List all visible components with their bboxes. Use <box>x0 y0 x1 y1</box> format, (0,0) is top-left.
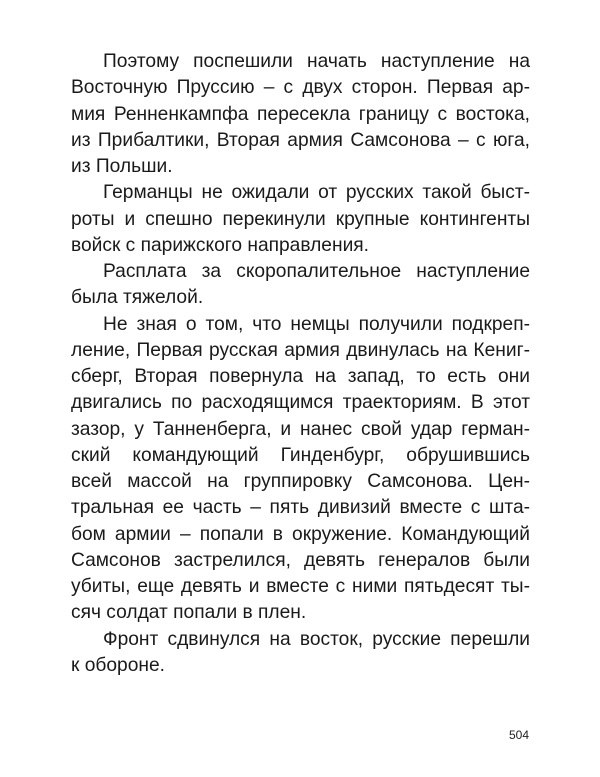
text-line: Восточную Пруссию – с двух сторон. Первая ар- <box>71 77 530 99</box>
text-line: Поэтому поспешили начать наступление на <box>103 51 530 72</box>
text-line: Не зная о том, что немцы получили подкреп- <box>103 313 530 335</box>
text-line: сберг, Вторая повернула на запад, то есть они <box>71 366 530 387</box>
paragraph <box>71 312 530 627</box>
body-text <box>71 49 530 679</box>
text-line: Германцы не ожидали от русских такой быст- <box>103 182 530 204</box>
text-line: к обороне. <box>71 654 165 676</box>
text-line: бом армии – попали в окружение. Командующий <box>71 523 530 545</box>
text-line: мия Ренненкампфа пересекла границу с востока, <box>71 103 530 125</box>
text-line: была тяжелой. <box>71 287 204 309</box>
text-line: Самсонов застрелился, девять генералов были <box>71 549 530 571</box>
text-line: убиты, еще девять и вместе с ними пятьдесят ты- <box>71 576 530 597</box>
text-line: зазор, у Танненберга, и нанес свой удар герман- <box>71 418 530 440</box>
paragraph <box>71 180 530 259</box>
text-line: из Польши. <box>71 156 173 177</box>
text-line: тральная ее часть – пять дивизий вместе с шта- <box>71 497 530 519</box>
text-line: ский командующий Гинденбург, обрушившись <box>71 444 530 466</box>
text-line: роты и спешно перекинули крупные контингенты <box>71 208 530 230</box>
paragraph <box>71 627 530 680</box>
paragraph <box>71 259 530 312</box>
text-line: всей массой на группировку Самсонова. Цен- <box>71 471 530 492</box>
paragraph <box>71 49 530 180</box>
text-line: двигались по расходящимся траекториям. В этот <box>71 392 530 414</box>
text-line: ление, Первая русская армия двинулась на Кениг- <box>71 339 530 361</box>
text-line: Расплата за скоропалительное наступление <box>103 261 530 282</box>
text-line: из Прибалтики, Вторая армия Самсонова – с юга, <box>71 129 530 151</box>
page-number: 504 <box>508 728 529 742</box>
text-line: сяч солдат попали в плен. <box>71 602 307 624</box>
text-line: войск с парижского направления. <box>71 234 370 256</box>
text-line: Фронт сдвинулся на восток, русские перешли <box>103 628 530 650</box>
